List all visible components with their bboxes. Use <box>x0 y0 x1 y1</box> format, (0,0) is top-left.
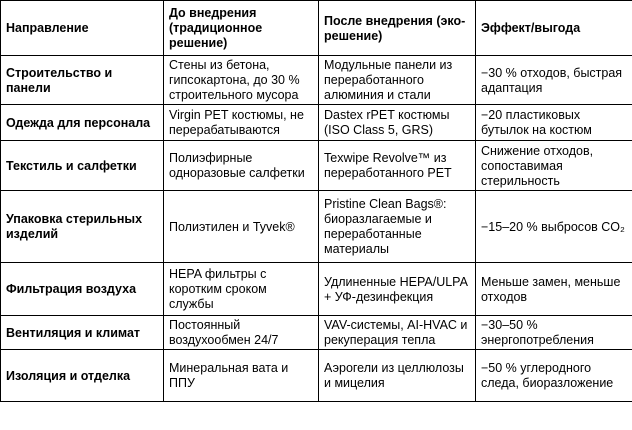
after-cell: Удлиненные HEPA/ULPA + УФ-дезинфекция <box>319 263 476 316</box>
effect-cell: −20 пластиковых бутылок на костюм <box>476 105 632 141</box>
after-cell: Dastex rPET костюмы (ISO Class 5, GRS) <box>319 105 476 141</box>
table-row <box>1 350 632 402</box>
direction-cell: Текстиль и салфетки <box>1 141 164 191</box>
table-row <box>1 141 632 191</box>
after-cell: Pristine Clean Bags®: биоразлагаемые и переработанные материалы <box>319 191 476 263</box>
after-cell: Texwipe Revolve™ из переработанного PET <box>319 141 476 191</box>
before-cell: Полиэтилен и Tyvek® <box>164 191 319 263</box>
header-before: До внедрения (традиционное решение) <box>164 1 319 56</box>
header-direction: Направление <box>1 1 164 56</box>
direction-cell: Упаковка стерильных изделий <box>1 191 164 263</box>
effect-cell: Меньше замен, меньше отходов <box>476 263 632 316</box>
effect-cell: −15–20 % выбросов CO₂ <box>476 191 632 263</box>
before-cell: Полиэфирные одноразовые салфетки <box>164 141 319 191</box>
before-cell: Virgin PET костюмы, не перерабатываются <box>164 105 319 141</box>
direction-cell: Одежда для персонала <box>1 105 164 141</box>
before-cell: HEPA фильтры с коротким сроком службы <box>164 263 319 316</box>
after-cell: Аэрогели из целлюлозы и мицелия <box>319 350 476 402</box>
table-row <box>1 56 632 105</box>
direction-cell: Строительство и панели <box>1 56 164 105</box>
effect-cell: −30–50 % энергопотребления <box>476 316 632 350</box>
before-cell: Стены из бетона, гипсокартона, до 30 % строительного мусора <box>164 56 319 105</box>
effect-cell: Снижение отходов, сопоставимая стерильность <box>476 141 632 191</box>
before-cell: Минеральная вата и ППУ <box>164 350 319 402</box>
table-row <box>1 191 632 263</box>
after-cell: Модульные панели из переработанного алюминия и стали <box>319 56 476 105</box>
after-cell: VAV-системы, AI-HVAC и рекуперация тепла <box>319 316 476 350</box>
direction-cell: Изоляция и отделка <box>1 350 164 402</box>
table-row <box>1 316 632 350</box>
before-cell: Постоянный воздухообмен 24/7 <box>164 316 319 350</box>
direction-cell: Вентиляция и климат <box>1 316 164 350</box>
header-after: После внедрения (эко-решение) <box>319 1 476 56</box>
effect-cell: −50 % углеродного следа, биоразложение <box>476 350 632 402</box>
table-header-row <box>1 1 632 56</box>
table-row <box>1 105 632 141</box>
header-effect: Эффект/выгода <box>476 1 632 56</box>
direction-cell: Фильтрация воздуха <box>1 263 164 316</box>
effect-cell: −30 % отходов, быстрая адаптация <box>476 56 632 105</box>
table-row <box>1 263 632 316</box>
